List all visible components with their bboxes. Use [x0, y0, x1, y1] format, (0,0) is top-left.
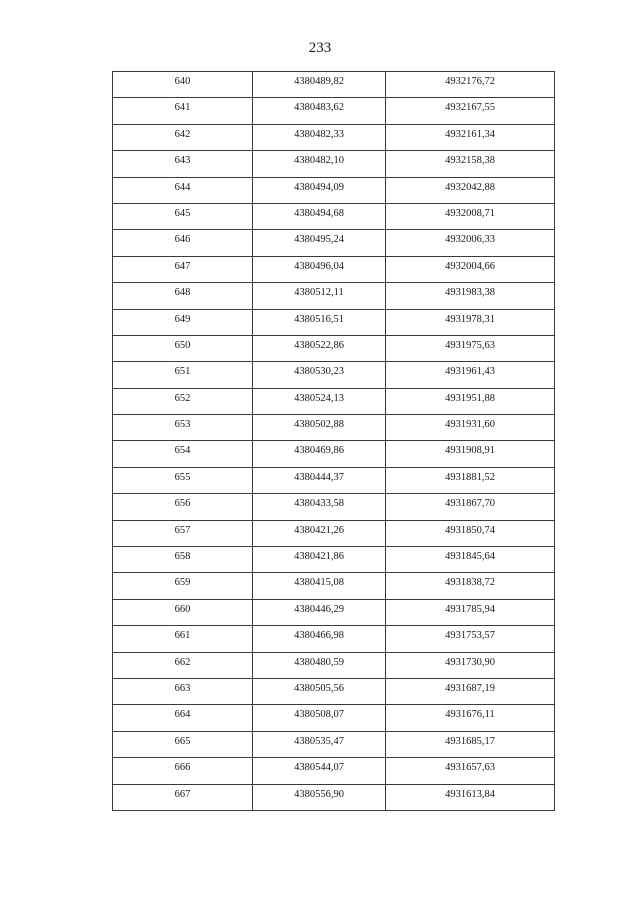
table-row	[113, 283, 555, 309]
y-coordinate-cell: 4931978,31	[386, 309, 555, 335]
point-number-cell: 653	[113, 415, 253, 441]
table-row	[113, 72, 555, 98]
x-coordinate-cell: 4380516,51	[253, 309, 386, 335]
table-row	[113, 151, 555, 177]
point-number-cell: 641	[113, 98, 253, 124]
x-coordinate-cell: 4380505,56	[253, 678, 386, 704]
x-coordinate-cell: 4380524,13	[253, 388, 386, 414]
point-number-cell: 644	[113, 177, 253, 203]
point-number-cell: 657	[113, 520, 253, 546]
y-coordinate-cell: 4931867,70	[386, 494, 555, 520]
x-coordinate-cell: 4380415,08	[253, 573, 386, 599]
x-coordinate-cell: 4380495,24	[253, 230, 386, 256]
y-coordinate-cell: 4931850,74	[386, 520, 555, 546]
point-number-cell: 648	[113, 283, 253, 309]
table-row	[113, 652, 555, 678]
point-number-cell: 640	[113, 72, 253, 98]
x-coordinate-cell: 4380482,33	[253, 124, 386, 150]
x-coordinate-cell: 4380482,10	[253, 151, 386, 177]
table-row	[113, 415, 555, 441]
table-row	[113, 678, 555, 704]
x-coordinate-cell: 4380496,04	[253, 256, 386, 282]
point-number-cell: 649	[113, 309, 253, 335]
point-number-cell: 647	[113, 256, 253, 282]
point-number-cell: 658	[113, 547, 253, 573]
x-coordinate-cell: 4380421,86	[253, 547, 386, 573]
point-number-cell: 642	[113, 124, 253, 150]
y-coordinate-cell: 4932004,66	[386, 256, 555, 282]
point-number-cell: 646	[113, 230, 253, 256]
table-row	[113, 309, 555, 335]
table-row	[113, 573, 555, 599]
y-coordinate-cell: 4931730,90	[386, 652, 555, 678]
coordinates-table-body	[113, 72, 555, 811]
x-coordinate-cell: 4380433,58	[253, 494, 386, 520]
table-row	[113, 705, 555, 731]
y-coordinate-cell: 4932042,88	[386, 177, 555, 203]
y-coordinate-cell: 4931845,64	[386, 547, 555, 573]
y-coordinate-cell: 4931975,63	[386, 335, 555, 361]
table-row	[113, 784, 555, 810]
page-number: 233	[308, 40, 332, 56]
point-number-cell: 661	[113, 626, 253, 652]
point-number-cell: 651	[113, 362, 253, 388]
point-number-cell: 664	[113, 705, 253, 731]
table-row	[113, 230, 555, 256]
y-coordinate-cell: 4931687,19	[386, 678, 555, 704]
point-number-cell: 663	[113, 678, 253, 704]
x-coordinate-cell: 4380535,47	[253, 731, 386, 757]
table-row	[113, 758, 555, 784]
point-number-cell: 656	[113, 494, 253, 520]
y-coordinate-cell: 4931685,17	[386, 731, 555, 757]
x-coordinate-cell: 4380480,59	[253, 652, 386, 678]
point-number-cell: 645	[113, 203, 253, 229]
y-coordinate-cell: 4932167,55	[386, 98, 555, 124]
table-row	[113, 520, 555, 546]
y-coordinate-cell: 4931983,38	[386, 283, 555, 309]
y-coordinate-cell: 4932008,71	[386, 203, 555, 229]
x-coordinate-cell: 4380444,37	[253, 467, 386, 493]
y-coordinate-cell: 4931785,94	[386, 599, 555, 625]
table-row	[113, 441, 555, 467]
table-row	[113, 626, 555, 652]
x-coordinate-cell: 4380494,09	[253, 177, 386, 203]
y-coordinate-cell: 4932006,33	[386, 230, 555, 256]
x-coordinate-cell: 4380544,07	[253, 758, 386, 784]
x-coordinate-cell: 4380446,29	[253, 599, 386, 625]
table-row	[113, 547, 555, 573]
y-coordinate-cell: 4932161,34	[386, 124, 555, 150]
x-coordinate-cell: 4380502,88	[253, 415, 386, 441]
x-coordinate-cell: 4380483,62	[253, 98, 386, 124]
table-row	[113, 362, 555, 388]
point-number-cell: 666	[113, 758, 253, 784]
point-number-cell: 662	[113, 652, 253, 678]
x-coordinate-cell: 4380512,11	[253, 283, 386, 309]
coordinates-table	[112, 71, 555, 811]
table-row	[113, 388, 555, 414]
y-coordinate-cell: 4931961,43	[386, 362, 555, 388]
table-row	[113, 731, 555, 757]
table-row	[113, 124, 555, 150]
point-number-cell: 659	[113, 573, 253, 599]
table-row	[113, 177, 555, 203]
y-coordinate-cell: 4931753,57	[386, 626, 555, 652]
x-coordinate-cell: 4380421,26	[253, 520, 386, 546]
point-number-cell: 660	[113, 599, 253, 625]
y-coordinate-cell: 4932176,72	[386, 72, 555, 98]
point-number-cell: 655	[113, 467, 253, 493]
table-row	[113, 335, 555, 361]
y-coordinate-cell: 4932158,38	[386, 151, 555, 177]
point-number-cell: 650	[113, 335, 253, 361]
x-coordinate-cell: 4380469,86	[253, 441, 386, 467]
x-coordinate-cell: 4380466,98	[253, 626, 386, 652]
x-coordinate-cell: 4380556,90	[253, 784, 386, 810]
y-coordinate-cell: 4931951,88	[386, 388, 555, 414]
y-coordinate-cell: 4931931,60	[386, 415, 555, 441]
point-number-cell: 652	[113, 388, 253, 414]
point-number-cell: 643	[113, 151, 253, 177]
y-coordinate-cell: 4931881,52	[386, 467, 555, 493]
point-number-cell: 665	[113, 731, 253, 757]
x-coordinate-cell: 4380522,86	[253, 335, 386, 361]
table-row	[113, 98, 555, 124]
y-coordinate-cell: 4931613,84	[386, 784, 555, 810]
table-row	[113, 256, 555, 282]
table-row	[113, 494, 555, 520]
table-row	[113, 599, 555, 625]
table-row	[113, 203, 555, 229]
y-coordinate-cell: 4931908,91	[386, 441, 555, 467]
y-coordinate-cell: 4931838,72	[386, 573, 555, 599]
y-coordinate-cell: 4931676,11	[386, 705, 555, 731]
x-coordinate-cell: 4380494,68	[253, 203, 386, 229]
x-coordinate-cell: 4380530,23	[253, 362, 386, 388]
table-row	[113, 467, 555, 493]
x-coordinate-cell: 4380489,82	[253, 72, 386, 98]
point-number-cell: 654	[113, 441, 253, 467]
x-coordinate-cell: 4380508,07	[253, 705, 386, 731]
point-number-cell: 667	[113, 784, 253, 810]
y-coordinate-cell: 4931657,63	[386, 758, 555, 784]
